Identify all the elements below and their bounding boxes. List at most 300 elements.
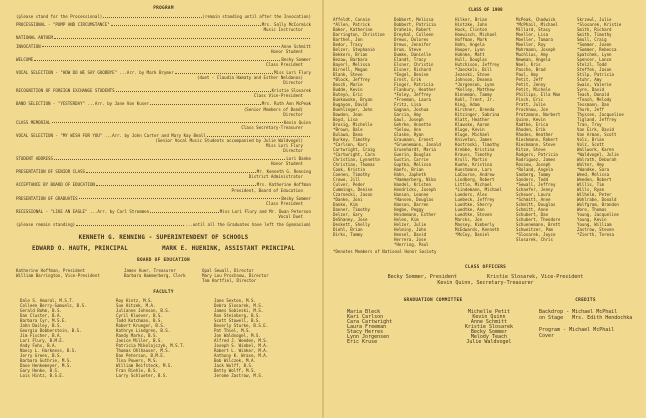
class-col-2 — [394, 17, 455, 247]
graduate-name: Delzer, Gary — [333, 212, 363, 217]
board-member: Barbara Hammerberg, Clerk — [124, 273, 186, 279]
graduate-name: Danke, Kim — [333, 202, 358, 207]
graduate-name: Dobbert, Melissa — [394, 17, 434, 22]
bottom-section — [333, 298, 638, 344]
graduate-name: Affeldt, Connie — [333, 17, 370, 22]
graduate-name: Weeden, Robert — [577, 177, 612, 182]
graduate-name: Schmitt, Anne — [516, 207, 549, 212]
graduate-name: *Jaeckels, Bill — [455, 67, 492, 72]
board-member: Mary Lou Prochnow, Director — [202, 273, 269, 279]
program-item-performer: Kristie Slosarek — [271, 88, 311, 94]
faculty-member: Dave Henkemeyer, M.S. — [20, 363, 72, 369]
graduate-name: Culver, Peder — [333, 182, 366, 187]
graduate-name: Danner, Timothy — [333, 207, 370, 212]
faculty-member: Dale S. Amaral, M.S.T. — [20, 298, 75, 304]
officers-line-2: Kevin Quinn, Secretary-Treasurer — [437, 280, 534, 286]
graduate-name: Spencer, Lance — [577, 57, 612, 62]
graduate-name: *Hammerberg, Nika — [394, 177, 436, 182]
graduate-name: Helen, Kim — [394, 217, 419, 222]
program-item-subtitle: District Administrator — [248, 174, 303, 180]
graduate-name: *McPhail, Michael — [516, 22, 558, 27]
graduate-name: Sanberg, Tammy — [516, 172, 551, 177]
graduate-name: Ernst, Erik — [394, 77, 422, 82]
graduate-name: Glaske, Ryan — [394, 132, 424, 137]
committee-col-2 — [445, 309, 533, 344]
graduate-name: Stuhr, Amy — [577, 77, 602, 82]
committee-member: Becky Sommer — [470, 329, 507, 335]
graduate-name: *Brown, Dale — [333, 127, 363, 132]
program-item-label: RECOGNITION OF FOREIGN EXCHANGE STUDENTS — [16, 88, 115, 94]
graduate-name: Klawske, Aaron — [455, 122, 490, 127]
superintendent-line: KENNETH G. RENNING - SUPERINTENDENT OF SCHOOLS — [78, 235, 249, 242]
graduate-name: Rieckmann, Steve — [516, 142, 556, 147]
graduate-name: Helminy, John — [394, 227, 427, 232]
program-item-label: NATIONAL ANTHEM — [16, 35, 53, 41]
graduate-name: Dreyhal, Colleen — [394, 32, 434, 37]
graduate-name: Burkey, Timothy — [333, 137, 370, 142]
graduate-name: Jezeski, Steve — [455, 72, 490, 77]
graduate-name: *Block, Jeffrey — [333, 77, 370, 82]
graduate-name: Tigland, Jeffrey — [577, 117, 617, 122]
graduate-name: Thyssen, Jacqueline — [577, 112, 624, 117]
graduate-name: Birnell, Megan — [333, 67, 368, 72]
graduate-name: Massey, Kimberly — [455, 222, 495, 227]
faculty-member: Gerald Bohm, B.S. — [20, 308, 62, 314]
graduate-name: Wills, Ryan — [577, 187, 605, 192]
program-item-label: BAND SELECTION - "YESTERDAY" ...Arr. by Jane Von Kuser — [16, 101, 150, 107]
faculty-col-3 — [214, 298, 310, 378]
graduate-name: *Herring, Paul — [394, 242, 429, 247]
graduate-name: Rhoden, Erik — [516, 127, 546, 132]
graduate-name: Luedtke, Ann — [455, 207, 485, 212]
graduate-name: Kluge, Michael — [455, 132, 490, 137]
program-intro-text: (please stand for the Processional) — [16, 14, 103, 19]
graduate-name: Walrath, Deborah — [577, 157, 617, 162]
program-item-label: WELCOME — [16, 56, 34, 62]
committee-member: Kristie Slosarek — [464, 324, 514, 330]
graduate-name: Hendricks, Joseph — [394, 187, 436, 192]
graduate-name: Klatt, Heather — [455, 117, 490, 122]
program-title: PROGRAM — [153, 6, 174, 11]
board-col-2 — [124, 268, 202, 283]
graduate-name: *Carlson, Kari — [333, 142, 368, 147]
graduate-name: Rossow, Joseph — [516, 162, 551, 167]
faculty-member: Bob Wilczek, M.A. — [214, 358, 256, 364]
graduate-name: Schubert, Theodore — [516, 217, 561, 222]
graduation-committee — [333, 298, 533, 344]
program-item-performer: Mrs. Sally McCormick — [261, 22, 311, 28]
graduate-name: Newman, Angela — [516, 57, 551, 62]
graduate-name: Guptka, Melissa — [394, 162, 431, 167]
committee-member: Eric Kruse — [347, 339, 378, 345]
committee-member: Stacy Herres — [347, 329, 384, 335]
board-member: Tom Hartfiel, Director — [202, 278, 257, 284]
faculty-member: Cyril Kluever, B.S. — [116, 313, 163, 319]
faculty-member: Julianne Johnson, B.S. — [116, 308, 171, 314]
program-item-label: INVOCATION — [16, 43, 41, 49]
committee-member: Maria Bleck — [347, 309, 381, 315]
graduate-name: Tessmann, Dan — [577, 102, 610, 107]
graduate-name: Kohl, Trent, Jr. — [455, 97, 495, 102]
graduate-name: Millard, Stacy — [516, 27, 551, 32]
graduate-name: Little, Michael — [455, 182, 492, 187]
committee-member: Cara Cartwright — [347, 319, 393, 325]
graduate-name: Luedtke, Sherry — [455, 202, 492, 207]
graduate-name: Smull, Craig — [577, 37, 607, 42]
graduate-name: Van Eirk, David — [577, 127, 614, 132]
graduate-name: Smith, Timothy — [577, 32, 612, 37]
faculty-member: Jane Sexton, M.S. — [214, 298, 256, 304]
program-closing-note: ...until all the Graduates have left the Gymnasium) — [185, 222, 311, 228]
graduate-name: Rodriguez, James — [516, 157, 556, 162]
graduate-name: Drews, Jennifer — [394, 42, 431, 47]
graduate-name: Heidemann, Esther — [394, 212, 436, 217]
faculty-member: Barbara Cyr, M.S.E. — [20, 318, 67, 324]
program-item-performer: Lori Banke — [286, 156, 311, 162]
graduate-name: *Cartwright, Cara — [333, 152, 375, 157]
program-item-subtitle: Class Secretary-Treasurer — [241, 124, 303, 130]
program-item-label: CLASS MEMORIAL — [16, 119, 51, 125]
principals-line — [16, 246, 311, 252]
program-item-subtitle: Honor Student — [270, 48, 303, 54]
program-item-subtitle: Music Instructor — [263, 27, 303, 33]
graduate-name: *Allen, Patrick — [333, 22, 370, 27]
graduate-name: Hensel, David — [394, 232, 427, 237]
graduate-name: Pasche, Brad — [516, 67, 546, 72]
committee-title: GRADUATION COMMITTEE — [403, 298, 463, 303]
class-col-3 — [455, 17, 516, 247]
graduate-name: Barrington, Christine — [333, 32, 385, 37]
graduate-name: Gehrke, Annette — [394, 122, 431, 127]
faculty-member: Lois Hintz, B.S.E. — [20, 373, 65, 379]
graduate-name: Luedtke, Steven — [455, 212, 492, 217]
class-col-4 — [516, 17, 577, 247]
faculty-member: Lori Flury, B.M.E. — [20, 338, 65, 344]
graduate-name: Bunkowske, Bryan — [333, 97, 373, 102]
program-item-subtitle: Director — [283, 148, 303, 154]
graduate-name: Kinneman, Tammy — [455, 92, 492, 97]
graduate-name: *Kelley, Matthew — [455, 87, 495, 92]
graduate-name: McPeak, Chadwick — [516, 17, 556, 22]
graduate-name: Kuehn, Kristina — [455, 162, 492, 167]
program-item-label: PROCESSIONAL - "POMP AND CIRCUMSTANCE" — [16, 22, 110, 28]
graduate-name: Moeller, Roy — [516, 42, 546, 47]
graduate-name: Hutchison, Jeffrey — [455, 62, 500, 67]
board-member: Katherine Hoffman, President — [16, 268, 86, 274]
faculty-member: Jack Wolff, B.S. — [214, 363, 254, 369]
program-item-label: STUDENT ADDRESS — [16, 156, 53, 162]
class-col-1 — [333, 17, 394, 247]
committee-member: Michelle Petit — [467, 309, 511, 315]
graduate-name: *Wandke, Sara — [577, 167, 610, 172]
faculty-member: Jerry Green, B.S. — [20, 353, 62, 359]
graduate-name: Cook, Kristin — [333, 167, 366, 172]
committee-col-1 — [333, 309, 445, 344]
graduate-name: Phillips, Ella Mae — [516, 92, 561, 97]
board-member: Opal Sewall, Director — [202, 268, 254, 274]
graduate-name: Hahn, Japheth — [394, 172, 427, 177]
faculty-member: Roy Hintz, M.S. — [116, 298, 153, 304]
graduate-name: *Lindemann, Michael — [455, 187, 502, 192]
faculty-member: Scott Stowell, B.S. — [214, 318, 261, 324]
graduate-name: Schubert, Dan — [516, 212, 549, 217]
graduate-name: Protzmann, Norbert — [516, 112, 561, 117]
faculty-member: Betty Wolff, M.S. — [214, 368, 256, 374]
faculty-member: Georgia Dobberstein, B.S. — [20, 328, 82, 334]
faculty-member: Beverly Sturke, B.S.E. — [214, 323, 269, 329]
graduate-name: *Sommer, Rebecca — [577, 47, 617, 52]
committee-member: Kari Carlson — [347, 314, 384, 320]
graduate-name: Moeller, Tamara — [516, 37, 553, 42]
graduate-name: Pratt, Julie — [516, 102, 546, 107]
faculty-member: Tina Powers, M.S. — [116, 358, 158, 364]
faculty-title: FACULTY — [153, 290, 174, 296]
graduate-name: Steffen, Jason — [577, 67, 612, 72]
graduate-name: Bedor, Tracy — [333, 42, 363, 47]
board-member: James Auer, Treasurer — [124, 268, 176, 274]
graduate-name: King, Adam — [455, 102, 480, 107]
graduate-name: Willis, Tim — [577, 182, 605, 187]
program-item-subtitle: Class President — [266, 200, 303, 206]
graduate-name: Wohlrabe, Donald — [577, 197, 617, 202]
program-item-label: VOCAL SELECTION - "HOW DO WE SAY GOODBYE" ...Arr. by Mark Brymer — [16, 70, 174, 76]
credit-line: Cover — [539, 333, 555, 339]
class-col-5 — [577, 17, 637, 247]
graduate-name: Cummings, Denise — [333, 187, 373, 192]
faculty-member: Todd Kotchman, B.S. — [116, 318, 163, 324]
faculty-member: Debra Slosarek, M.S. — [214, 303, 264, 309]
faculty-member: Alfred J. Weeden, M.S. — [214, 338, 269, 344]
graduate-name: Blank, Steve — [333, 72, 363, 77]
graduate-name: Dobbert, Patricia — [394, 22, 436, 27]
graduate-name: Boyd, Lisa — [333, 117, 358, 122]
graduate-name: *Waldvogel, Julie — [577, 152, 619, 157]
faculty-member: Pat Thiel, M.S. — [214, 328, 251, 334]
graduate-name: *Slosarek, Kristie — [577, 22, 622, 27]
graduate-name: Huhnke, Matt — [455, 52, 485, 57]
program-item-label: ACCEPTANCE BY BOARD OF EDUCATION — [16, 182, 95, 188]
graduate-name: Baker, Katherine — [333, 27, 373, 32]
graduate-name: Stilp, Patricia — [577, 72, 614, 77]
graduate-name: Deskett, Shelly — [333, 222, 370, 227]
graduate-name: Young, Jacqueline — [577, 212, 619, 217]
graduate-name: Lindberg, Robert — [455, 177, 495, 182]
graduate-name: Gagnon, Joshua — [394, 107, 429, 112]
faculty-member: John Dailey, B.S. — [20, 323, 62, 329]
graduate-name: Hegbe, Peggy — [394, 207, 424, 212]
graduate-name: Elsner, Richard — [394, 67, 431, 72]
graduate-name: Hohn, Angela — [455, 42, 485, 47]
graduate-name: Swain, Valerie — [577, 82, 612, 87]
graduate-name: Elandt, Tracy — [394, 57, 427, 62]
program-item-subtitle: Miss Lori Flury — [266, 143, 303, 149]
graduate-name: Petit, Jeff — [516, 77, 544, 82]
graduate-name: Schmitt, Douglas — [516, 202, 556, 207]
board-title: BOARD OF EDUCATION — [137, 258, 190, 264]
graduate-name: Moeller, Lisa — [516, 32, 549, 37]
graduate-name: Slosarek, Chris — [516, 237, 553, 242]
faculty-member: Fran Riehle, B.S. — [116, 368, 158, 374]
program-item-performer: Miss Lori Flury — [274, 70, 311, 76]
faculty-member: Jon Waldvogel, M.S. — [214, 333, 261, 339]
graduate-name: Van Arman, Scott — [577, 132, 617, 137]
graduate-name: Luebeck, Jeffrey — [455, 197, 495, 202]
principal: EDWARD O. HAUTH, PRINCIPAL — [32, 246, 128, 253]
graduate-name: Mohrmann, Joseph — [516, 47, 556, 52]
graduate-name: Rodgers, Patricia — [516, 152, 558, 157]
graduate-name: Bosch, Marie — [333, 82, 363, 87]
graduate-name: Wilhelm, Peter — [577, 192, 612, 197]
graduate-name: Rhodes, Heather — [516, 132, 553, 137]
program-item-subtitle: Honor Student — [270, 161, 303, 167]
graduate-name: Haefs, Brian — [394, 167, 424, 172]
committee-member: Kevin Quinn — [472, 314, 506, 320]
program-item-performer: Mr. Kenneth G. Renning — [256, 169, 311, 175]
graduate-name: *Foley, Jeffrey — [394, 92, 431, 97]
graduate-name: Hooper, Lynn — [455, 47, 485, 52]
credit-line: on Stage Mrs. Edith Hendochka — [539, 315, 633, 321]
graduate-name: Zastrow, Steven — [577, 227, 614, 232]
graduate-name: Krauss, Timothy — [455, 152, 492, 157]
graduate-name: Ritze, Steve — [516, 147, 546, 152]
graduate-name: Wallwork, Karen — [577, 147, 614, 152]
graduate-name: Barthel, Jon — [333, 37, 363, 42]
program-item-subtitle: (Senior Vocal Music Students accompanied by Julie Waldvogel) — [155, 138, 303, 144]
graduate-name: McEdwards, Kenneth — [455, 227, 500, 232]
graduate-name: Sanders, Todd — [516, 177, 549, 182]
graduate-name: *Hansen, Douglas — [394, 197, 434, 202]
graduate-name: Bowden, Jean — [333, 112, 363, 117]
graduate-name: Kitzinger, Sabrina — [455, 112, 500, 117]
faculty-member: Jim Fischer, B.A. — [20, 333, 62, 339]
program-item-subtitle: Class Vice-President — [253, 93, 303, 99]
graduate-name: Diehl, Brian — [333, 227, 363, 232]
graduate-name: Marcks, Jon — [455, 217, 483, 222]
graduate-name: Young, William — [577, 222, 612, 227]
program-item-label: PRESENTATION OF SENIOR CLASS — [16, 169, 86, 175]
graduate-name: *Roland, Angela — [516, 167, 553, 172]
officers-line-1: Becky Sommer, President Kristie Slosarek, Vice-President — [387, 274, 584, 280]
board-list — [16, 268, 311, 283]
faculty-member: William Reifsteck, M.S. — [116, 363, 173, 369]
graduate-name: Herrera, Jose — [394, 237, 427, 242]
faculty-member: Barbara Guthrie, M.S. — [20, 358, 72, 364]
graduate-name: Volz, Brian — [577, 137, 605, 142]
graduate-name: Rieckmann, Robert — [516, 137, 558, 142]
graduate-name: Teach, Donald — [577, 92, 610, 97]
program-item-label: VOCAL SELECTION - "MY WISH FOR YOU" ...Arr. by John Carter and Mary Kay Beall — [16, 132, 206, 138]
graduate-name: Gruenhardt, Maria — [394, 147, 436, 152]
graduate-name: Stelzl, Todd — [577, 62, 607, 67]
program-items — [16, 19, 311, 219]
faculty-member: Patricia Mikolajczyk, M.S.T. — [116, 343, 186, 349]
graduate-name: Hanson, Darren — [394, 202, 429, 207]
graduate-name: *Jorgenson, Lynn — [455, 82, 495, 87]
graduate-name: Radtke, Erica — [516, 122, 549, 127]
graduate-name: Graumann, Ernest — [394, 137, 434, 142]
graduate-name: Pinch, Eric — [516, 97, 544, 102]
program-item-subtitle: Director — [283, 111, 303, 117]
committee-member: Lynn Jorgensen — [347, 334, 390, 340]
graduate-name: Hoewisch, Michael — [455, 32, 497, 37]
graduate-name: Christian, Thomas — [333, 162, 375, 167]
graduate-name: Dirks, Tammy — [333, 232, 363, 237]
graduate-name: Handel, Kristen — [394, 182, 431, 187]
credit-line: Program - Michael McPhail — [539, 327, 615, 333]
graduate-name: *Slosarek, Joyce — [516, 232, 556, 237]
program-item-subtitle: Director — [283, 80, 303, 86]
graduate-name: Wolfgram, Brandon — [577, 202, 619, 207]
graduate-name: Drum, Steve — [394, 47, 422, 52]
graduate-name: Cartwright, Craig — [333, 147, 375, 152]
graduate-name: Volz, Scott — [577, 142, 605, 147]
graduate-name: Scheuer, Laura — [516, 192, 551, 197]
program-item-subtitle: Vocal Duet — [278, 214, 303, 220]
program-item-label: RECESSIONAL - "LIKE AN EAGLE" ...Arr. by Carl Strommen — [16, 208, 150, 214]
graduate-name: DeShaney, Jose — [333, 217, 368, 222]
graduate-name: *Zierth, Teresa — [577, 232, 614, 237]
graduate-name: *Sewall, Jeffrey — [516, 182, 556, 187]
credits-lines — [533, 309, 638, 339]
program-item-performer: Becky Sommer — [281, 56, 311, 62]
program-item-subtitle: President, Board of Education — [231, 187, 303, 193]
graduate-name: Bulawa, Dana — [333, 132, 363, 137]
faculty-list — [16, 298, 311, 378]
graduate-name: Hilker, Brian — [455, 17, 488, 22]
graduate-name: Elsner, Christin — [394, 62, 434, 67]
graduate-name: *Freeman, Laura — [394, 97, 431, 102]
graduate-name: Johnson, Deanna — [455, 77, 492, 82]
graduate-name: Hock, Clinton — [455, 27, 488, 32]
faculty-member: Colleen Berry-Samuels, B.S. — [20, 303, 87, 309]
faculty-member: James Sobieski, M.S. — [214, 308, 264, 314]
faculty-member: Larry Schlueter, B.S. — [116, 373, 168, 379]
graduate-name: *Gelow, Ann — [394, 127, 422, 132]
board-col-1 — [16, 268, 124, 283]
graduate-name: Skrzewl, Julie — [577, 17, 612, 22]
graduate-name: Krebbe, Kristina — [455, 147, 495, 152]
program-item-subtitle: Class President — [266, 62, 303, 68]
assistant-principal: MARK E. HUENINK, ASSISTANT PRINCIPAL — [162, 246, 295, 253]
program-item-subtitle: (duet - Claudia Hamaty and Esther Neldanos) — [197, 75, 303, 81]
graduate-name: Bekkers, Brian — [333, 52, 368, 57]
faculty-member: Ron Steinberg, B.S. — [214, 313, 261, 319]
graduate-name: Fritz, Lisa — [394, 102, 422, 107]
graduate-name: Gustin, Carrie — [394, 157, 429, 162]
graduate-name: Petit, Jenny — [516, 82, 546, 87]
faculty-member: Sue Hitzek, M.A. — [116, 303, 156, 309]
graduate-name: *Sommer, Joann — [577, 42, 612, 47]
graduate-name: Gaul, Joseph — [394, 117, 424, 122]
graduate-name: Hanson, Leanne — [394, 192, 429, 197]
graduate-name: Thurk, Jeff — [577, 107, 605, 112]
graduate-name: Quinn, Kevin — [516, 117, 546, 122]
program-item-performer: Mrs. Katherine Hoffman — [256, 182, 311, 188]
graduate-name: Crowe, Jill — [333, 177, 361, 182]
graduate-name: Drews, Dolores — [394, 37, 429, 42]
graduate-name: Brosig, Michelle — [333, 122, 373, 127]
graduate-name: Kunstmann, Lars — [455, 167, 492, 172]
program-item-performer: Kevin Quinn — [283, 119, 311, 125]
graduate-name: Spatchek, Lynn — [577, 52, 612, 57]
graduate-name: Walter, Amy — [577, 162, 605, 167]
faculty-member: Dan Peterson, B.M.E. — [116, 353, 166, 359]
honor-society-footnote: *Denotes Members of National Honor Society — [333, 249, 437, 254]
graduate-name: Finger, Patricia — [394, 82, 434, 87]
graduate-name: Wore, Thomas — [577, 207, 607, 212]
graduate-name: Schweitzer, Pam — [516, 227, 553, 232]
graduate-name: Schuenemann, Brett — [516, 222, 561, 227]
